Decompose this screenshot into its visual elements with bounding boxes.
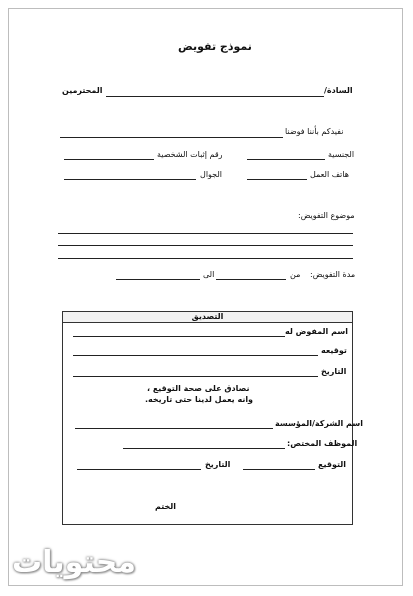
respected-label: المحترمين (62, 86, 103, 95)
date-field[interactable] (73, 376, 318, 377)
date2-label: التاريخ (205, 460, 231, 469)
duration-from-label: من (290, 270, 301, 279)
nationality-label: الجنسية (328, 150, 355, 159)
mobile-line[interactable] (64, 179, 196, 180)
form-title: نموذج تفويض (178, 40, 252, 53)
subject-line-3[interactable] (58, 258, 353, 259)
date-label: التاريخ (321, 367, 347, 376)
mobile-label: الجوال (200, 170, 222, 179)
stamp-label: الختم (155, 502, 177, 511)
subject-line-2[interactable] (58, 245, 353, 246)
signature2-field[interactable] (243, 469, 315, 470)
intro-text: نفيدكم بأننا فوضنا (285, 127, 344, 136)
to-field-line[interactable] (106, 96, 324, 97)
company-label: اسم الشركة/المؤسسة (275, 419, 363, 428)
id-number-label: رقم إثبات الشخصية (157, 150, 223, 159)
delegate-name-line[interactable] (60, 137, 283, 138)
duration-to-label: الى (203, 270, 215, 279)
official-label: الموظف المختص: (287, 439, 358, 448)
date2-field[interactable] (77, 469, 201, 470)
certification-header: التصديق (63, 312, 352, 323)
nationality-line[interactable] (247, 159, 325, 160)
signature-label: توقيعه (321, 346, 347, 355)
watermark-logo: محتويات (12, 545, 136, 580)
subject-label: موضوع التفويض: (298, 211, 355, 220)
certification-box (62, 311, 363, 525)
signature2-label: التوقيع (318, 460, 346, 469)
subject-line-1[interactable] (58, 233, 353, 234)
id-number-line[interactable] (64, 159, 154, 160)
official-field[interactable] (123, 448, 285, 449)
signature-field[interactable] (73, 355, 318, 356)
duration-label: مدة التفويض: (310, 270, 356, 279)
work-phone-line[interactable] (247, 179, 307, 180)
work-phone-label: هاتف العمل (310, 170, 349, 179)
duration-to-line[interactable] (116, 279, 200, 280)
company-field[interactable] (75, 428, 273, 429)
delegate-name-field[interactable] (73, 336, 285, 337)
statement-line-1: نصادق على صحة التوقيع ، (147, 384, 250, 393)
statement-line-2: وانه يعمل لدينا حتى تاريخه. (145, 395, 254, 404)
to-label: السادة/ (324, 86, 353, 95)
duration-from-line[interactable] (216, 279, 286, 280)
delegate-name-label: اسم المفوض له (285, 327, 348, 336)
